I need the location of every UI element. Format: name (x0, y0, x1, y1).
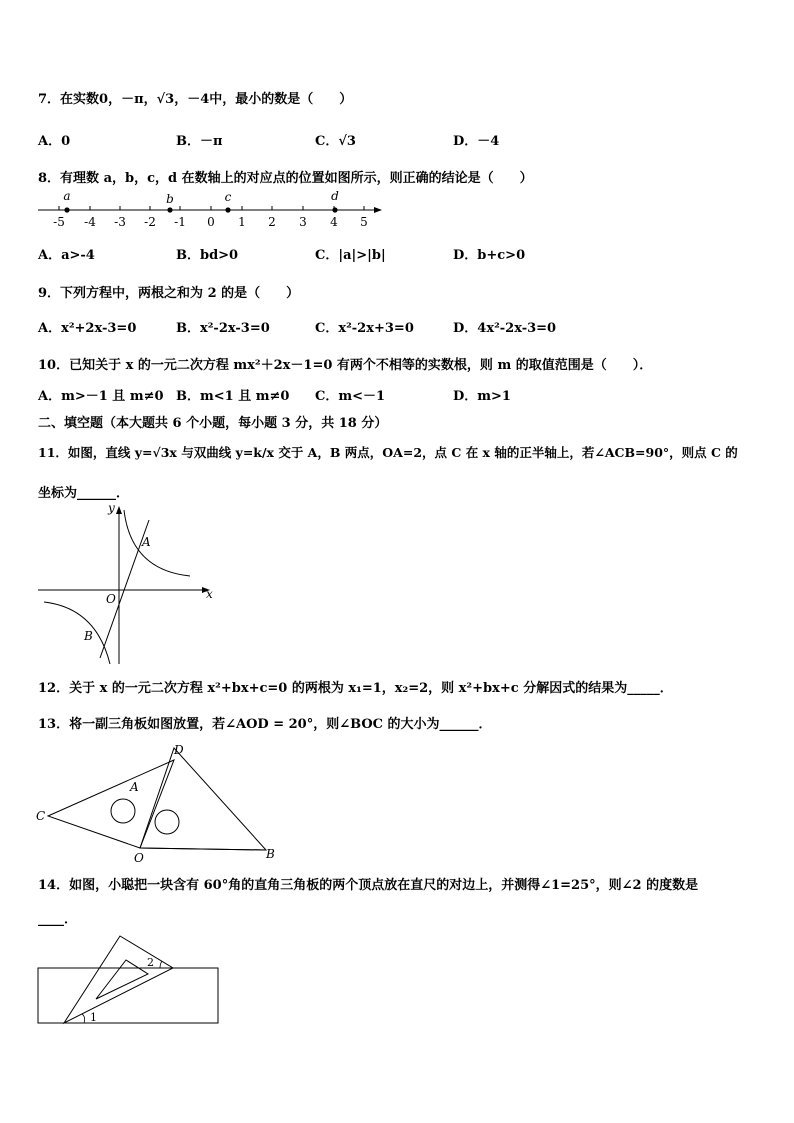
tick-label: 5 (360, 215, 368, 229)
q11-stem-line1: 11．如图，直线 y=√3x 与双曲线 y=k/x 交于 A，B 两点，OA=2，点 C 在 x 轴的正半轴上，若∠ACB=90°，则点 C 的 (38, 445, 738, 460)
point-a (64, 207, 69, 212)
q13-stem: 13．将一副三角板如图放置，若∠AOD = 20°，则∠BOC 的大小为______． (38, 717, 492, 732)
q9-option-c: C．x²-2x+3=0 (315, 321, 414, 336)
number-line-ticks (59, 206, 364, 210)
q10-option-c: C．m<－1 (315, 389, 386, 404)
q11-figure (36, 500, 216, 666)
point-c (225, 207, 230, 212)
tick-label: -1 (174, 215, 186, 229)
point-o-label: O (134, 851, 144, 864)
q14-stem-line1: 14．如图，小聪把一块含有 60°角的直角三角板的两个顶点放在直尺的对边上，并测得∠1=25°，则∠2 的度数是 (38, 878, 699, 893)
q7-option-d: D．－4 (453, 134, 500, 149)
angle-2-label: 2 (147, 956, 154, 969)
point-a-label: A (130, 780, 139, 794)
q10-option-b: B．m<1 且 m≠0 (176, 389, 290, 404)
q10-option-a: A．m>－1 且 m≠0 (38, 389, 164, 404)
angle-1-label: 1 (90, 1011, 97, 1024)
q12-stem: 12．关于 x 的一元二次方程 x²+bx+c=0 的两根为 x₁=1，x₂=2，则 x²+bx+c 分解因式的结果为_____． (38, 681, 673, 696)
q14-stem-line2: ____． (38, 912, 78, 927)
q9-option-d: D．4x²-2x-3=0 (453, 321, 557, 336)
section-heading: 二、填空题（本大题共 6 个小题，每小题 3 分，共 18 分） (38, 416, 388, 431)
q10-option-d: D．m>1 (453, 389, 511, 404)
q13-figure (34, 740, 284, 864)
q7-option-a: A．0 (38, 134, 71, 149)
point-d-label: d (331, 189, 339, 203)
point-b-label: B (84, 629, 93, 643)
q9-option-a: A．x²+2x-3=0 (38, 321, 137, 336)
q8-option-a: A．a>-4 (38, 248, 95, 263)
origin-label: O (106, 592, 116, 606)
q14-figure (36, 932, 222, 1028)
point-d-label: D (174, 743, 184, 757)
q7-option-c: C．√3 (315, 134, 356, 149)
q8-option-d: D．b+c>0 (453, 248, 526, 263)
tick-label: 3 (299, 215, 307, 229)
tick-label: -5 (53, 215, 65, 229)
tick-label: -3 (114, 215, 126, 229)
q8-option-c: C．|a|>|b| (315, 248, 386, 263)
q11-stem-line2: 坐标为______． (38, 486, 130, 501)
point-a-label: A (142, 535, 151, 549)
q8-number-line (30, 188, 390, 232)
x-axis-label: x (206, 587, 213, 601)
q9-stem: 9．下列方程中，两根之和为 2 的是（ ） (38, 286, 300, 301)
q9-option-b: B．x²-2x-3=0 (176, 321, 270, 336)
point-b (167, 207, 172, 212)
point-a-label: a (63, 189, 71, 203)
q7-stem: 7．在实数0，－π，√3，－4中，最小的数是（ ） (38, 92, 353, 107)
point-c-label: c (224, 190, 232, 204)
tick-label: 0 (207, 215, 215, 229)
point-c-label: C (36, 809, 46, 823)
tick-label: 2 (268, 215, 276, 229)
tick-label: -4 (84, 215, 96, 229)
q7-option-b: B．－π (176, 134, 223, 149)
tick-label: 1 (238, 215, 246, 229)
q8-option-b: B．bd>0 (176, 248, 239, 263)
y-axis-label: y (108, 501, 115, 515)
tick-label: -2 (144, 215, 156, 229)
point-d (332, 207, 337, 212)
tick-label: 4 (330, 215, 338, 229)
q8-stem: 8．有理数 a，b，c，d 在数轴上的对应点的位置如图所示，则正确的结论是（ ） (38, 171, 533, 186)
point-b-label: b (166, 192, 174, 206)
point-b-label: B (266, 847, 275, 861)
q10-stem: 10．已知关于 x 的一元二次方程 mx²＋2x－1=0 有两个不相等的实数根，则 m 的取值范围是（ ）． (38, 358, 653, 373)
